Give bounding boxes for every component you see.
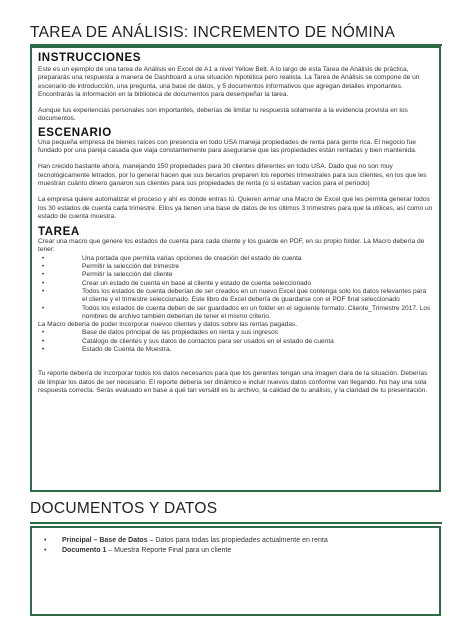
instructions-card xyxy=(30,46,441,492)
escenario-paragraph-1: Una pequeña empresa de bienes raíces con presencia en todo USA maneja propiedades de renta para gente rica. El negocio fue fundado por una pareja casada que viaja constantemente para asegurarse que las propiedades están rentadas y bien mantenida. xyxy=(38,138,417,155)
list-item: • Todos los estados de cuenta deben de ser guardados en un folder en el siguiente formato: Cliente_Trimestre 2017. Los nombres de archivo también deberían de tener el mismo criterio. xyxy=(42,304,431,320)
list-item: • Permitir la selección del cliente xyxy=(42,271,173,279)
documentos-title: DOCUMENTOS Y DATOS xyxy=(30,500,218,517)
tarea-bullet-list-b xyxy=(38,329,433,354)
list-item: • Estado de Cuenta de Muestra. xyxy=(42,346,172,354)
tarea-bullet-list-a xyxy=(38,255,433,321)
page-title: TAREA DE ANÁLISIS: INCREMENTO DE NÓMINA xyxy=(30,24,396,41)
instrucciones-paragraph-2: Aunque tus experiencias personales son importantes, deberías de limitar tu respuesta solamente a la evidencia provista en los documentos. xyxy=(38,107,408,123)
list-item: • Catálogo de clientes y sus datos de contactos para ser usados en el estado de cuenta xyxy=(42,337,334,345)
list-item: • Crear un estado de cuenta en base al cliente y estado de cuenta seleccionado xyxy=(42,279,312,287)
tarea-heading: TAREA xyxy=(38,226,80,239)
tarea-intro-2: La Macro debería de poder incorporar nuevos clientes y datos sobre las rentas pagadas. xyxy=(38,321,298,329)
list-item: • Una portada que permita varias opciones de creación del estado de cuenta xyxy=(42,254,302,262)
instrucciones-heading: INSTRUCCIONES xyxy=(38,52,142,64)
escenario-heading: ESCENARIO xyxy=(38,126,112,139)
tarea-closing: Tu reporte debería de incorporar todos los datos necesarios para que los gerentes tengan una imagen clara de la situación. Deberías de limpiar los datos de ser necesario. El reporte debería ser dinámico e incluir nuevos datos conforme van llegando. No hay una sola respuesta correcta. Serás evaluado en base a qué tan versátil es tu archivo, la calidad de tu análisis, y la claridad de tu presentación. xyxy=(38,370,428,394)
tarea-intro: Crear una macro que genere los estados de cuenta para cada cliente y los guarde en PDF, en su propio folder. La Macro debería de tener: xyxy=(38,238,425,254)
list-item: • Permitir la selección del trimestre xyxy=(42,263,180,271)
escenario-paragraph-2: Han crecido bastante ahora, manejando 150 propiedades para 30 clientes diferentes en todo USA. Dado que no son muy tecnológicamente letrados, por lo general hacen que sus becarios preparen los reportes trimestrales para sus clientes, en los que les muestran cuánto dinero ganaron sus clientes para sus propiedades de renta (o si estaban vacíos para el período) xyxy=(38,163,427,187)
instrucciones-paragraph-1: Este es un ejemplo de una tarea de Análisis en Excel de A1 a nivel Yellow Belt. A lo largo de esta Tarea de Análisis de práctica, prepararás una respuesta a manera de Dashboard a una situación hipotética pero realista. La Tarea de Análisis se compone de un escenario de introducción, una pregunta, una base de datos, y 5 documentos informativos que agregan detalles importantes. Encontrarás la información en la biblioteca de documentos para desempeñar la tarea. xyxy=(38,66,420,98)
documentos-card xyxy=(30,526,441,616)
list-item: • Todos los estados de cuenta deberían de ser creados en un nuevo Excel que contenga solo los datos relevantes para el cliente y el trimestre seleccionado. Este libro de Excel debería de guardarse con el PDF final seleccionado xyxy=(42,287,427,304)
documentos-rule xyxy=(30,522,442,524)
escenario-paragraph-3: La empresa quiere automatizar el proceso y ahí es donde entras tú. Quieren armar una Macro de Excel que les permita generar todos los 30 estados de cuenta cada trimestre. Ellos ya tienen una base de datos de los últimos 3 trimestres para que la utilices, así como un estado de cuenta muestra. xyxy=(38,196,433,220)
document-item-1: • Documento 1 – Muestra Reporte Final para un cliente xyxy=(44,546,232,554)
document-item-principal: • Principal – Base de Datos – Datos para todas las propiedades actualmente en renta xyxy=(44,537,328,544)
list-item: • Base de datos principal de las propiedades en renta y sus ingresos xyxy=(42,329,279,337)
